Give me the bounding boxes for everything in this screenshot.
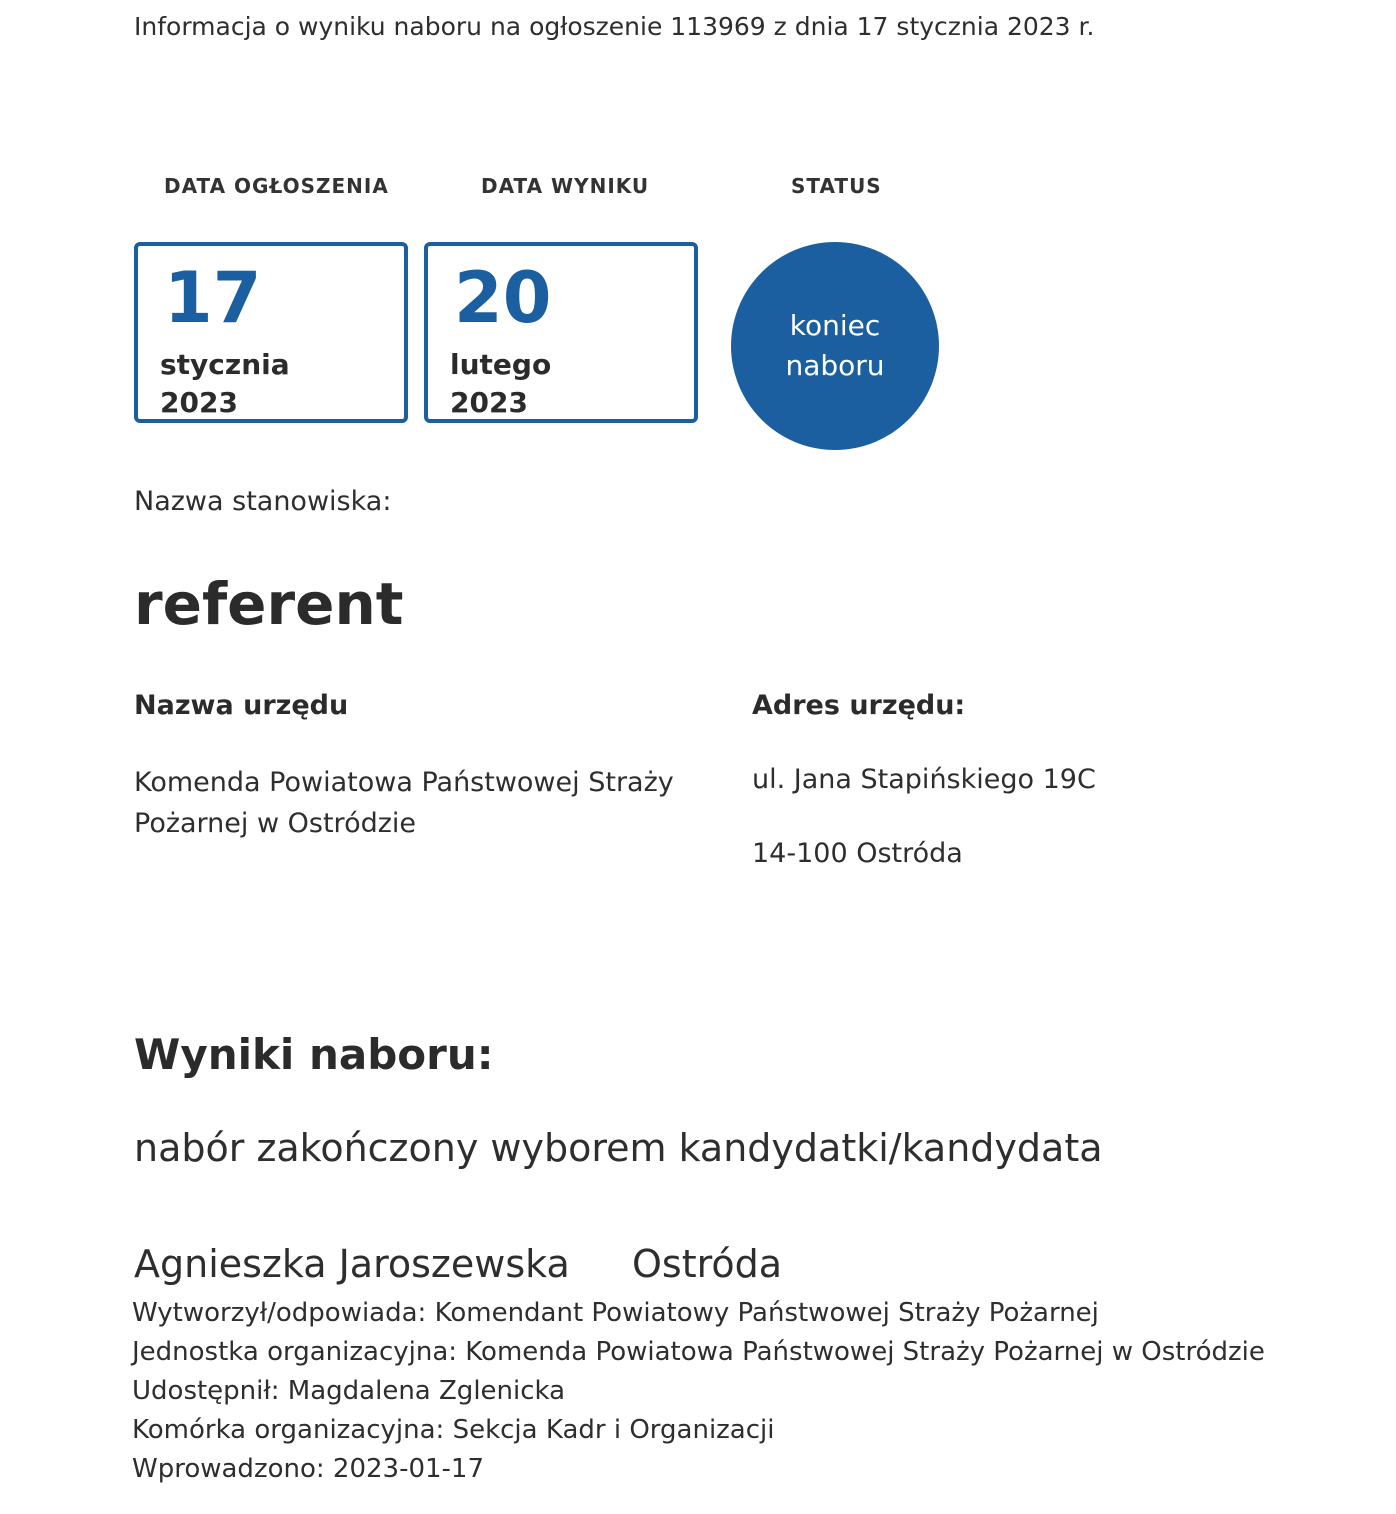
office-address-label: Adres urzędu: [752, 690, 966, 721]
candidate-city: Ostróda [632, 1242, 783, 1286]
candidate-name: Agnieszka Jaroszewska [134, 1242, 570, 1286]
announcement-day: 17 [164, 257, 262, 339]
result-date-card [424, 242, 698, 423]
status-label: STATUS [791, 174, 882, 198]
results-heading: Wyniki naboru: [134, 1030, 494, 1079]
meta-shared-by: Udostępnił: Magdalena Zglenicka [132, 1376, 566, 1406]
announcement-month: stycznia [160, 348, 290, 381]
announcement-date-card [134, 242, 408, 423]
document-title: Informacja o wyniku naboru na ogłoszenie 113969 z dnia 17 stycznia 2023 r. [134, 12, 1095, 41]
position-title: referent [134, 570, 404, 638]
meta-entered: Wprowadzono: 2023-01-17 [132, 1454, 485, 1484]
office-address-street: ul. Jana Stapińskiego 19C [752, 764, 1096, 795]
result-day: 20 [454, 257, 552, 339]
meta-department: Komórka organizacyjna: Sekcja Kadr i Organizacji [132, 1415, 775, 1445]
meta-unit: Jednostka organizacyjna: Komenda Powiatowa Państwowej Straży Pożarnej w Ostródzie [132, 1337, 1265, 1367]
status-line1: koniec [789, 309, 881, 342]
office-address-city: 14-100 Ostróda [752, 838, 963, 869]
result-date-label: DATA WYNIKU [481, 174, 650, 198]
office-name-label: Nazwa urzędu [134, 690, 349, 721]
result-month: lutego [450, 348, 552, 381]
meta-created-by: Wytworzył/odpowiada: Komendant Powiatowy Państwowej Straży Pożarnej [132, 1298, 1099, 1328]
result-year: 2023 [450, 386, 528, 419]
announcement-year: 2023 [160, 386, 238, 419]
results-outcome: nabór zakończony wyborem kandydatki/kandydata [134, 1126, 1103, 1170]
office-name: Komenda Powiatowa Państwowej Straży Pożarnej w Ostródzie [134, 767, 674, 839]
status-badge [731, 242, 939, 450]
announcement-date-label: DATA OGŁOSZENIA [164, 174, 389, 198]
status-line2: naboru [785, 349, 885, 382]
position-label: Nazwa stanowiska: [134, 486, 392, 517]
